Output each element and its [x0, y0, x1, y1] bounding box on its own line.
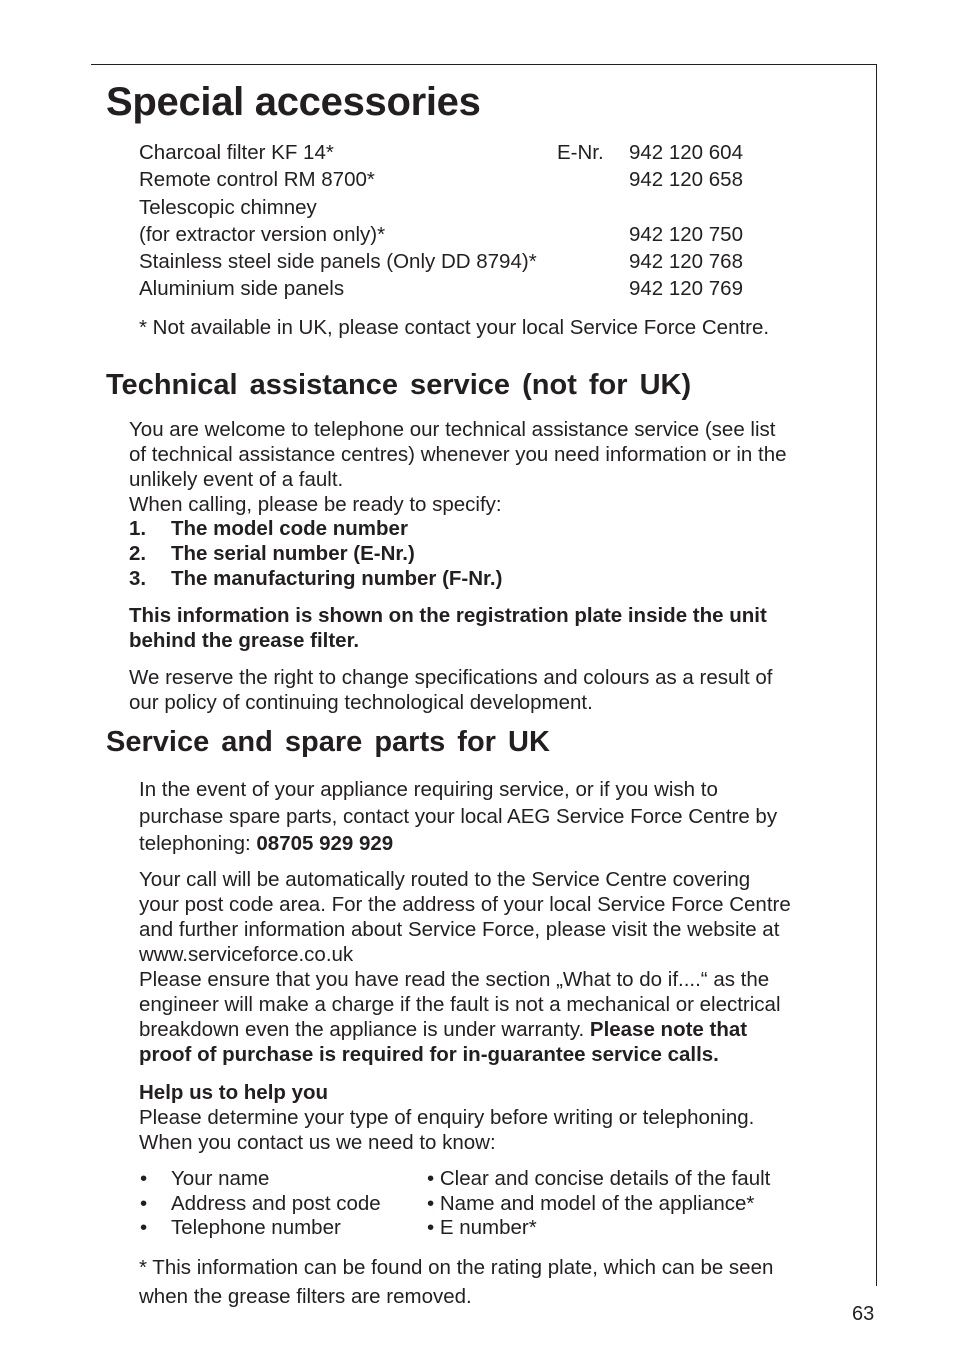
accessory-name: Charcoal filter KF 14*	[139, 141, 334, 164]
help-heading: Help us to help you	[139, 1081, 329, 1104]
text-line: and further information about Service Force, please visit the website at	[139, 918, 780, 941]
accessory-number: 942 120 750	[628, 223, 743, 246]
bullet-item: Address and post code	[171, 1192, 381, 1215]
text-line: Your call will be automatically routed to the Service Centre covering	[139, 868, 751, 891]
bullet-item: • Clear and concise details of the fault	[427, 1167, 771, 1190]
page-number: 63	[852, 1303, 875, 1325]
list-number: 2.	[129, 542, 147, 565]
text-line: engineer will make a charge if the fault is not a mechanical or electrical	[139, 993, 781, 1016]
accessory-name: Aluminium side panels	[139, 277, 345, 300]
phone-line	[139, 830, 777, 857]
rating-plate-footnote	[139, 1253, 773, 1311]
frame-right-rule	[876, 64, 877, 1286]
uk-service-heading: Service and spare parts for UK	[106, 726, 550, 758]
text-line: This information is shown on the registration plate inside the unit	[129, 604, 767, 627]
text-line: your post code area. For the address of your local Service Force Centre	[139, 893, 791, 916]
text-line: In the event of your appliance requiring service, or if you wish to	[139, 778, 718, 801]
bullet-icon: •	[140, 1192, 148, 1215]
uk-service-intro	[139, 776, 777, 857]
list-item: The model code number	[171, 517, 408, 540]
text-line: our policy of continuing technological development.	[129, 691, 593, 714]
website-text: www.serviceforce.co.uk	[139, 943, 354, 966]
technical-assistance-heading: Technical assistance service (not for UK)	[106, 369, 692, 401]
accessory-name: Telescopic chimney	[139, 196, 317, 219]
help-section	[139, 1080, 754, 1155]
bullet-item: Your name	[171, 1167, 270, 1190]
warranty-line	[139, 1017, 791, 1042]
text-line: when the grease filters are removed.	[139, 1285, 472, 1308]
warranty-bold-text: Please note that	[589, 1018, 748, 1041]
warranty-text: breakdown even the appliance is under warranty.	[139, 1018, 590, 1041]
accessory-name: Stainless steel side panels (Only DD 8794)*	[139, 250, 537, 273]
text-line: Please ensure that you have read the section „What to do if....“ as the	[139, 968, 770, 991]
text-line: purchase spare parts, contact your local AEG Service Force Centre by	[139, 805, 778, 828]
text-line: of technical assistance centres) whenever you need information or in the	[129, 443, 787, 466]
list-item: The serial number (E-Nr.)	[171, 542, 415, 565]
accessory-name: Remote control RM 8700*	[139, 168, 375, 191]
accessory-number: 942 120 769	[628, 277, 743, 300]
text-line: unlikely event of a fault.	[129, 468, 344, 491]
list-number: 1.	[129, 517, 147, 540]
bullet-icon: •	[140, 1167, 148, 1190]
bullet-item: • E number*	[427, 1216, 537, 1239]
frame-top-rule	[91, 64, 877, 65]
text-line: behind the grease filter.	[129, 629, 360, 652]
bullet-icon: •	[140, 1216, 148, 1239]
text-line: When calling, please be ready to specify:	[129, 493, 502, 516]
accessory-enr-label: E-Nr.	[557, 141, 604, 164]
bullet-item: • Name and model of the appliance*	[427, 1192, 755, 1215]
text-line: When you contact us we need to know:	[139, 1131, 496, 1154]
specifications-reserve-note	[129, 665, 772, 715]
uk-service-routing	[139, 867, 791, 1067]
list-item: The manufacturing number (F-Nr.)	[171, 567, 503, 590]
list-number: 3.	[129, 567, 147, 590]
phone-number: 08705 929 929	[256, 832, 394, 855]
text-line: We reserve the right to change specifications and colours as a result of	[129, 666, 773, 689]
registration-plate-note	[129, 603, 767, 653]
phone-prefix: telephoning:	[139, 832, 257, 855]
text-line: Please determine your type of enquiry before writing or telephoning.	[139, 1106, 755, 1129]
accessory-number: 942 120 604	[628, 141, 743, 164]
accessory-number: 942 120 768	[628, 250, 743, 273]
accessory-name: (for extractor version only)*	[139, 223, 386, 246]
accessory-number: 942 120 658	[628, 168, 743, 191]
technical-intro	[129, 417, 787, 517]
text-line: You are welcome to telephone our technical assistance service (see list	[129, 418, 776, 441]
proof-of-purchase-text: proof of purchase is required for in-guarantee service calls.	[139, 1043, 719, 1066]
page-title: Special accessories	[106, 80, 481, 124]
bullet-item: Telephone number	[171, 1216, 341, 1239]
accessories-footnote: * Not available in UK, please contact your local Service Force Centre.	[139, 316, 770, 339]
text-line: * This information can be found on the rating plate, which can be seen	[139, 1256, 774, 1279]
